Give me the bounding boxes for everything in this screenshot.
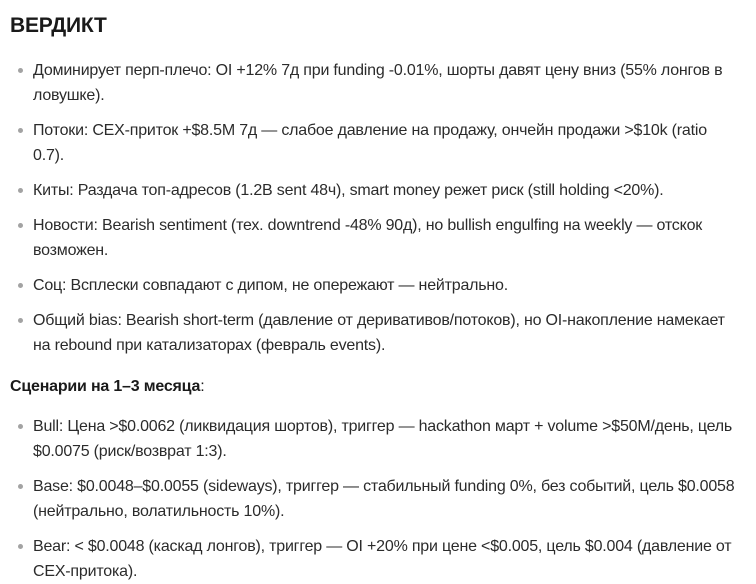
bullet-marker [18, 544, 23, 549]
bullet-marker [18, 188, 23, 193]
list-item-text: Bull: Цена >$0.0062 (ликвидация шортов), триггер — hackathon март + volume >$50M/день, цель $0.0075 (риск/возврат 1:3). [33, 418, 733, 460]
list-item-text: Bear: < $0.0048 (каскад лонгов), триггер — OI +20% при цене <$0.005, цель $0.004 (давление от CEX-притока). [33, 538, 732, 580]
bullet-marker [18, 283, 23, 288]
bullet-marker [18, 318, 23, 323]
list-item [10, 178, 738, 203]
bullet-marker [18, 128, 23, 133]
list-item [10, 414, 738, 464]
list-item [10, 308, 738, 358]
verdict-list [10, 58, 738, 358]
list-item [10, 58, 738, 108]
list-item-text: Доминирует перп-плечо: OI +12% 7д при funding -0.01%, шорты давят цену вниз (55% лонгов в ловушке). [33, 62, 723, 104]
scenarios-list [10, 414, 738, 584]
list-item-text: Общий bias: Bearish short-term (давление от деривативов/потоков), но OI-накопление намекает на rebound при катализаторах (февраль events). [33, 312, 725, 354]
list-item [10, 118, 738, 168]
list-item-text: Base: $0.0048–$0.0055 (sideways), триггер — стабильный funding 0%, без событий, цель $0.0058 (нейтрально, волатильность 10%). [33, 478, 735, 520]
bullet-marker [18, 223, 23, 228]
scenarios-heading [10, 374, 738, 399]
list-item-text: Потоки: CEX-приток +$8.5M 7д — слабое давление на продажу, ончейн продажи >$10k (ratio 0.7). [33, 122, 707, 164]
bullet-marker [18, 68, 23, 73]
list-item-text: Новости: Bearish sentiment (тех. downtrend -48% 90д), но bullish engulfing на weekly — отскок возможен. [33, 217, 703, 259]
page-title: ВЕРДИКТ [10, 14, 107, 37]
list-item-text: Киты: Раздача топ-адресов (1.2B sent 48ч), smart money режет риск (still holding <20%). [33, 182, 664, 199]
bullet-marker [18, 484, 23, 489]
list-item [10, 213, 738, 263]
scenarios-heading-colon: : [200, 378, 205, 395]
list-item [10, 534, 738, 584]
bullet-marker [18, 424, 23, 429]
list-item-text: Соц: Всплески совпадают с дипом, не опережают — нейтрально. [33, 277, 509, 294]
list-item [10, 273, 738, 298]
scenarios-heading-text: Сценарии на 1–3 месяца [10, 378, 201, 395]
list-item [10, 474, 738, 524]
